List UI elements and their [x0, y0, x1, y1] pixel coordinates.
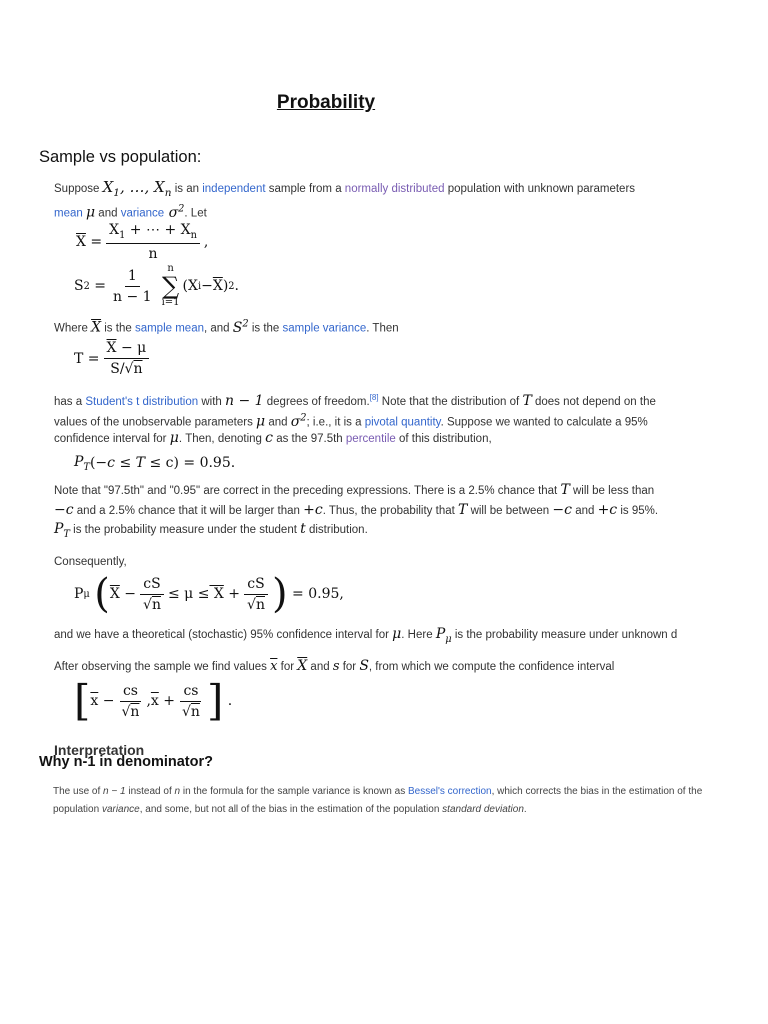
link-variance[interactable]: variance — [120, 207, 165, 220]
subheading-why-n-minus-1: Why n-1 in denominator? — [39, 754, 213, 770]
text: population with unknown parameters — [447, 183, 636, 195]
math-pt: $P_T$ — [54, 521, 70, 540]
math-s: S — [359, 658, 369, 674]
text: and we have a theoretical (stochastic) 95% confidence interval for — [54, 629, 389, 641]
math-sample: $X_1$, …, $X_n$ — [102, 178, 172, 199]
math-t: T — [522, 392, 532, 409]
text: and — [98, 207, 118, 220]
paragraph-note-line2 — [54, 500, 658, 521]
text: . Suppose we wanted to calculate a 95% — [440, 416, 648, 429]
math-c: c — [265, 430, 273, 446]
text: , from which we compute the confidence interval — [368, 661, 615, 673]
text: . Then — [366, 322, 399, 335]
math-sigma2: $\sigma^2$ — [290, 412, 307, 430]
link-students-t-distribution[interactable]: Student's t distribution — [85, 395, 199, 408]
math-mu: μ — [169, 430, 179, 446]
math-mu: μ — [392, 626, 402, 642]
math-n: n — [174, 786, 181, 797]
text: degrees of freedom. — [266, 395, 370, 408]
paragraph-note — [54, 480, 654, 501]
text: will be between — [470, 505, 550, 517]
text: and — [310, 661, 330, 673]
text: is the — [104, 322, 132, 335]
paragraph-bessel-line2 — [53, 800, 527, 820]
text: is 95%. — [620, 505, 659, 517]
text: Note that "97.5th" and "0.95" are correct in the preceding expressions. There is a 2.5% chance that — [54, 485, 558, 497]
text: . — [523, 804, 527, 815]
equation-confidence-interval: [ $\overline{x}$ − $\frac{cs}{√n}$ , $\overline{x}$ + $\frac{cs}{√n}$ ] . — [74, 676, 233, 725]
link-bessels-correction[interactable]: Bessel's correction — [407, 786, 492, 797]
text: is the probability measure under the student — [73, 524, 297, 536]
equation-pt-probability: $P_T$ (− c ≤ T ≤ c) = 0.95. — [74, 454, 236, 473]
text: values of the unobservable parameters — [54, 416, 253, 429]
link-percentile[interactable]: percentile — [345, 433, 396, 445]
text: , and some, but not all of the bias in the estimation of the population — [139, 804, 440, 815]
math-xbar: $\overline{X}$ — [91, 319, 102, 336]
math-t: t — [300, 521, 306, 537]
page-title: Probability — [276, 92, 376, 113]
equation-confidence-probability: P μ ( $\overline{X}$ − $\frac{cS}{√n}$ ≤ μ ≤ X + $\frac{cS}{√n}$ ) = 0.95, — [74, 571, 344, 617]
text: Note that the distribution of — [381, 395, 520, 408]
text: with — [201, 395, 222, 408]
link-independent[interactable]: independent — [202, 183, 266, 195]
equation-t-statistic: T = $\frac{\overline{X} - \mu}{S/√n}$ — [74, 340, 153, 377]
math-plus-c: +c — [597, 502, 618, 518]
math-t: T — [560, 482, 570, 498]
paragraph-bessel — [53, 782, 702, 802]
text: Suppose — [54, 183, 100, 195]
math-minus-c: −c — [552, 502, 572, 518]
section-heading: Sample vs population: — [39, 148, 202, 166]
link-mean[interactable]: mean — [54, 207, 83, 220]
text: instead of — [128, 786, 172, 797]
text: is the — [251, 322, 280, 335]
text-standard-deviation: standard deviation — [442, 804, 524, 815]
math-xbar-lower: $\overline{x}$ — [270, 659, 278, 674]
text: will be less than — [573, 485, 655, 497]
text: and a 2.5% chance that it will be larger than — [76, 505, 300, 517]
text: . Thus, the probability that — [322, 505, 455, 517]
text: The use of — [53, 786, 101, 797]
math-sigma2: $\sigma^2$ — [164, 203, 185, 221]
math-mu: μ — [256, 413, 266, 430]
cutoff-heading: Interpretation — [54, 742, 145, 758]
text: sample from a — [268, 183, 342, 195]
math-n-minus-1: n − 1 — [103, 786, 126, 797]
math-mu: μ — [85, 204, 96, 221]
text: and — [575, 505, 595, 517]
text: ; i.e., it is a — [306, 416, 362, 429]
math-minus-c: −c — [54, 502, 74, 518]
link-pivotal-quantity[interactable]: pivotal quantity — [364, 416, 441, 429]
text: . Let — [184, 207, 207, 220]
equation-sample-mean: $\overline{X}$ = $\frac{X_1 + \cdots + X_n}{n}$ , — [76, 222, 209, 262]
text: confidence interval for — [54, 433, 167, 445]
paragraph-note-line3 — [54, 519, 368, 545]
math-plus-c: +c — [303, 502, 323, 518]
link-normally-distributed[interactable]: normally distributed — [344, 183, 445, 195]
link-sample-variance[interactable]: sample variance — [282, 322, 367, 335]
text-variance: variance — [101, 804, 140, 815]
text: of this distribution, — [398, 433, 492, 445]
reference-link[interactable]: [8] — [369, 393, 379, 402]
math-n-minus-1: n − 1 — [225, 392, 264, 409]
text: . Here — [401, 629, 433, 641]
equation-sample-variance: S 2 = $\frac{1}{n - 1}$ n ∑ i=1 (X i − $\overline{X}$ ) 2 . — [74, 263, 239, 308]
text: and — [268, 416, 288, 429]
paragraph-has-t-line3 — [54, 428, 492, 449]
text: population — [53, 804, 100, 815]
text: After observing the sample we find values — [54, 661, 267, 673]
text: , and — [204, 322, 230, 335]
paragraph-theoretical — [54, 624, 677, 650]
text: is an — [174, 183, 200, 195]
text: has a — [54, 395, 83, 408]
paragraph-intro-line2 — [54, 199, 207, 224]
math-t: T — [458, 502, 468, 518]
text: Where — [54, 322, 88, 335]
text: in the formula for the sample variance is known as — [182, 786, 406, 797]
math-p-mu: $P_\mu$ — [435, 626, 452, 645]
text: as the 97.5th — [276, 433, 343, 445]
paragraph-after-observing — [54, 656, 614, 677]
paragraph-consequently: Consequently, — [54, 556, 127, 568]
text: , which corrects the bias in the estimation of the — [491, 786, 703, 797]
math-s-lower: s — [332, 659, 340, 674]
math-s2: $S^2$ — [232, 318, 249, 336]
text: is the probability measure under unknown d — [454, 629, 678, 641]
math-xbar: $\overline{X}$ — [297, 658, 308, 674]
text: distribution. — [308, 524, 368, 536]
link-sample-mean[interactable]: sample mean — [134, 322, 204, 335]
text: for — [342, 661, 357, 673]
text: does not depend on the — [535, 395, 656, 408]
text: . Then, denoting — [178, 433, 262, 445]
paragraph-where — [54, 314, 399, 339]
text: for — [280, 661, 295, 673]
